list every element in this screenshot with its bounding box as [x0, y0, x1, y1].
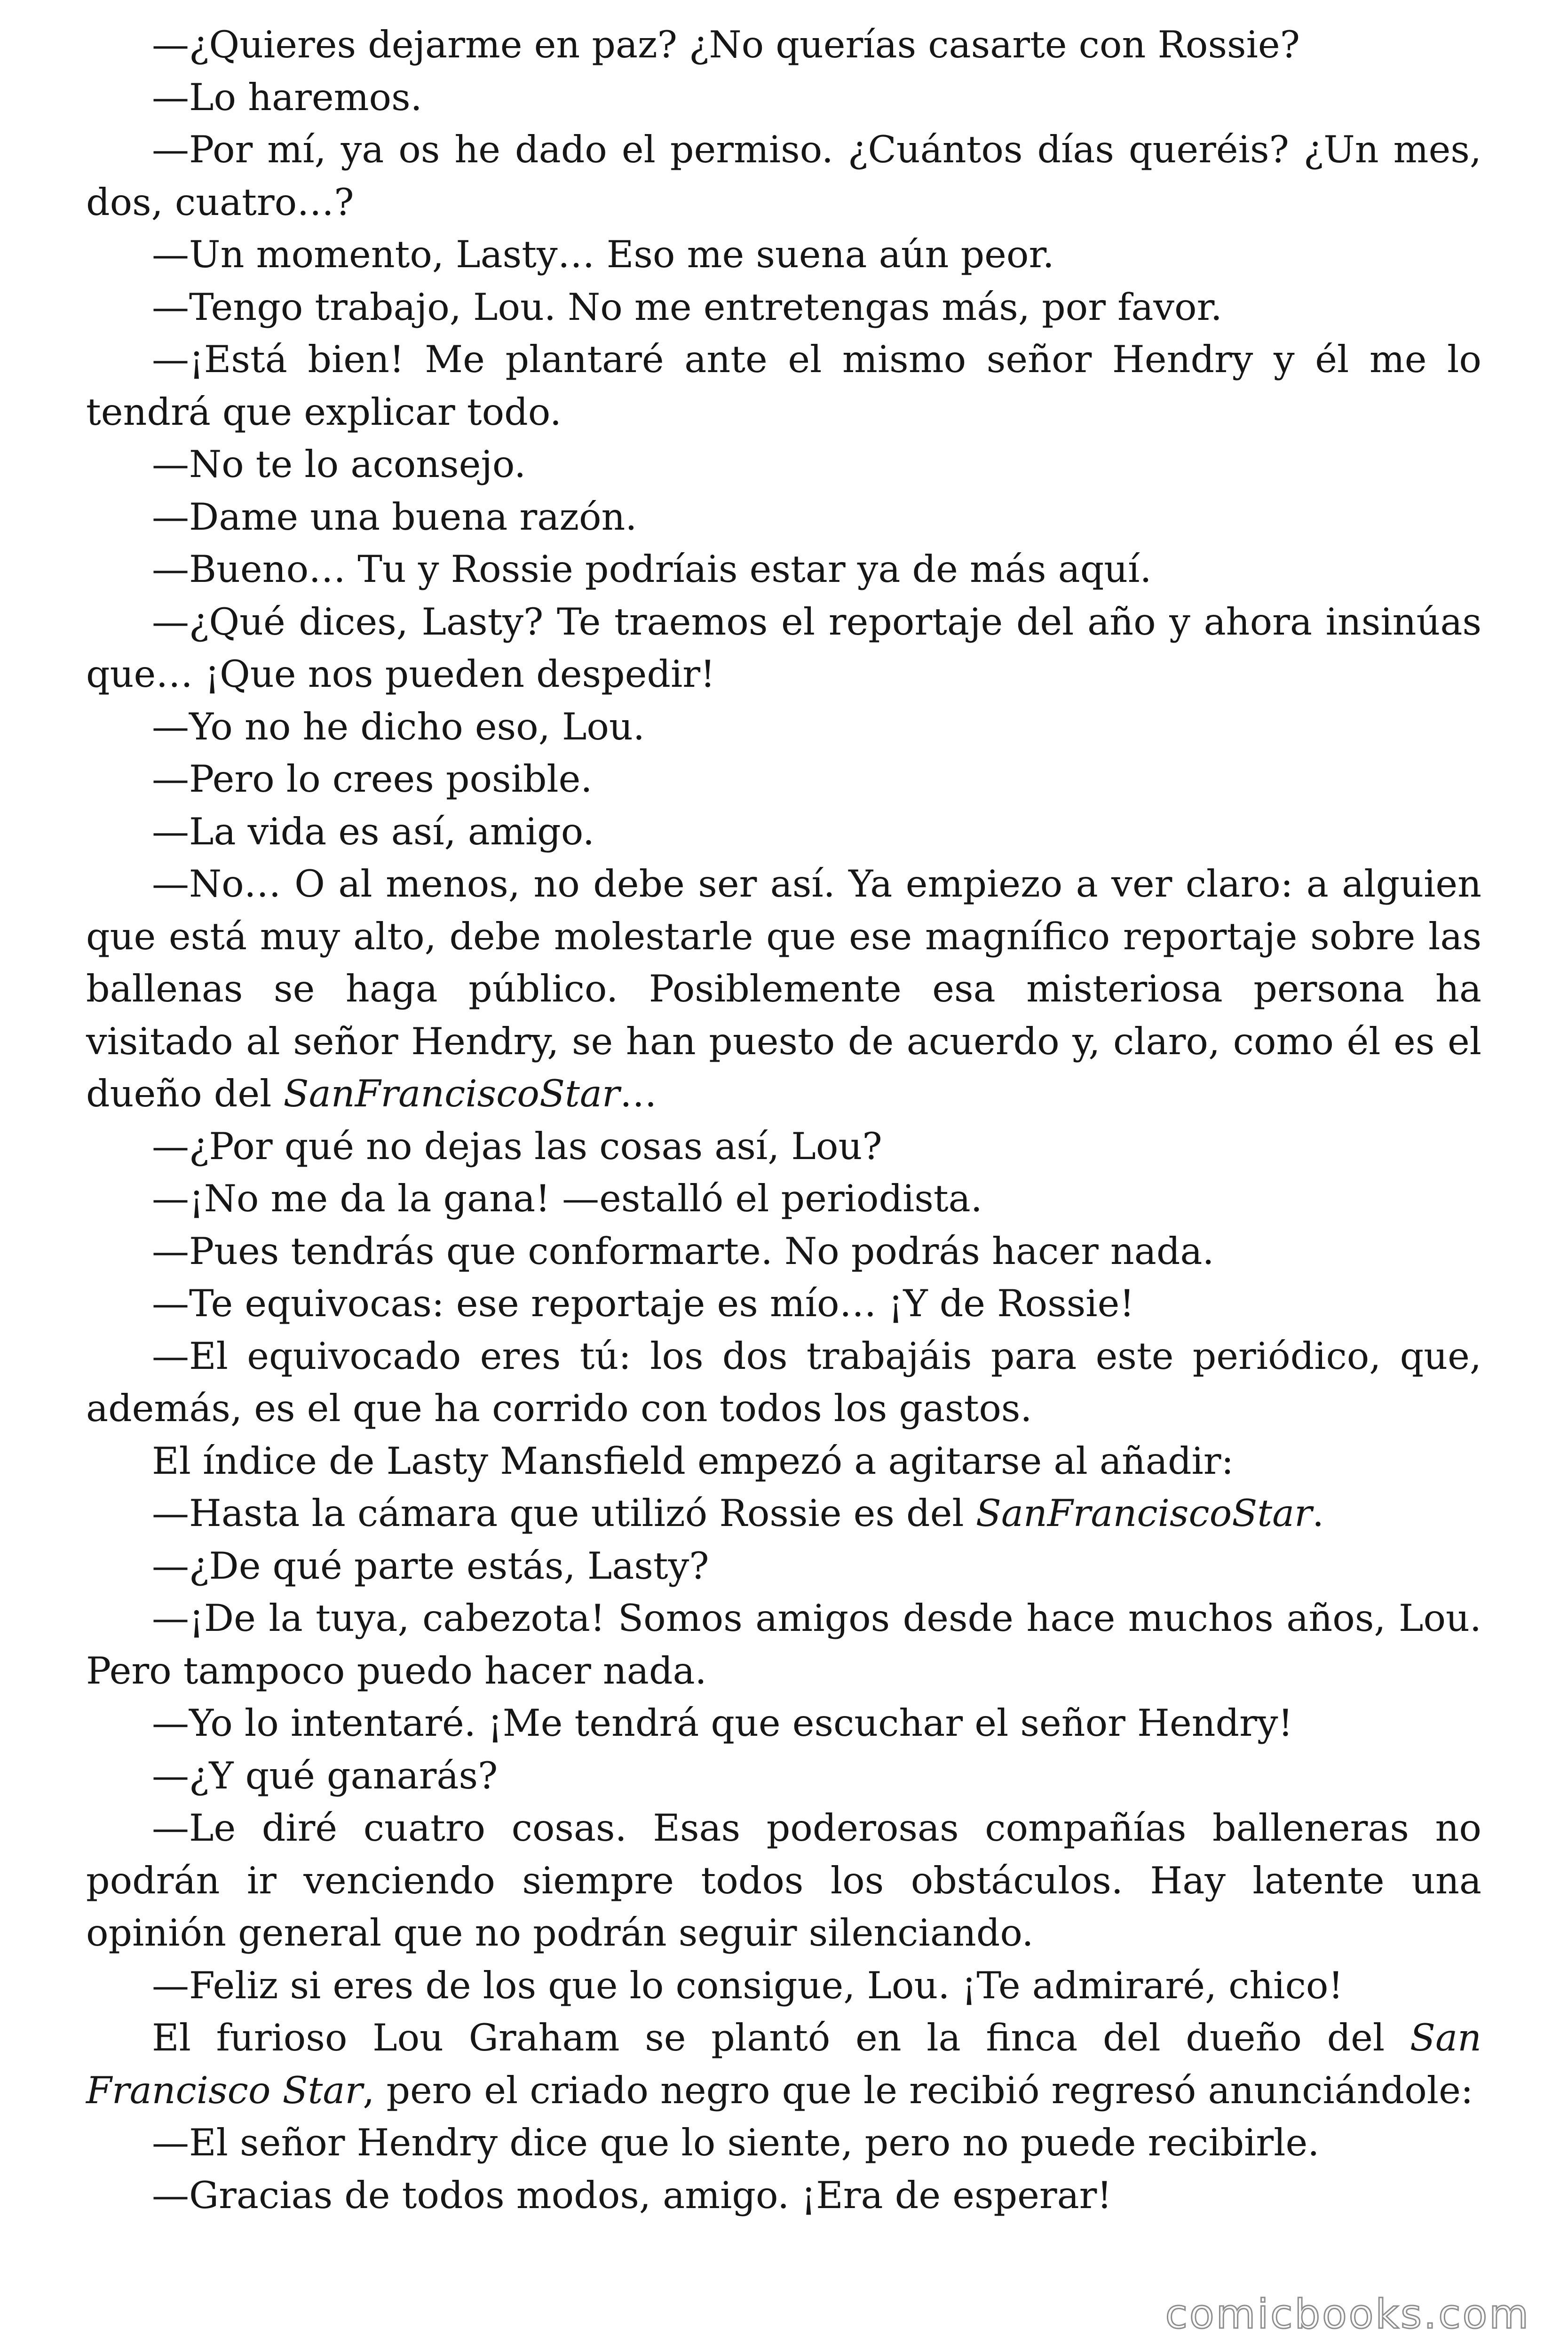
- text-body: [86, 19, 1481, 2222]
- paragraph: [86, 19, 1481, 72]
- paragraph: [86, 1435, 1481, 1488]
- paragraph-text: —Bueno… Tu y Rossie podríais estar ya de más aquí.: [152, 548, 1152, 591]
- paragraph: [86, 2117, 1481, 2169]
- italic-title-text: SanFranciscoStar: [283, 1072, 620, 1115]
- paragraph: [86, 1750, 1481, 1803]
- paragraph-text: —¡Está bien! Me plantaré ante el mismo señor Hendry y él me lo tendrá que explicar todo.: [86, 338, 1481, 434]
- paragraph-text: , pero el criado negro que le recibió regresó anunciándole:: [363, 2068, 1473, 2112]
- paragraph-text: —¿Por qué no dejas las cosas así, Lou?: [152, 1124, 882, 1168]
- paragraph-text: —¡De la tuya, cabezota! Somos amigos desde hace muchos años, Lou. Pero tampoco puedo hacer nada.: [86, 1597, 1481, 1692]
- paragraph: [86, 1592, 1481, 1697]
- paragraph-text: —Pues tendrás que conformarte. No podrás hacer nada.: [152, 1229, 1214, 1273]
- paragraph: [86, 596, 1481, 701]
- paragraph: [86, 1960, 1481, 2012]
- paragraph: [86, 2012, 1481, 2117]
- paragraph: [86, 543, 1481, 596]
- watermark-logo: comicbooks.com: [1165, 2291, 1530, 2338]
- paragraph: [86, 1120, 1481, 1173]
- paragraph: [86, 2169, 1481, 2222]
- paragraph-text: —No te lo aconsejo.: [152, 443, 526, 486]
- paragraph-text: —¿Y qué ganarás?: [152, 1754, 498, 1797]
- paragraph-text: —Gracias de todos modos, amigo. ¡Era de esperar!: [152, 2173, 1112, 2217]
- paragraph-text: .: [1312, 1492, 1324, 1535]
- paragraph: [86, 858, 1481, 1120]
- paragraph-text: —Dame una buena razón.: [152, 495, 637, 539]
- paragraph: [86, 124, 1481, 229]
- paragraph: [86, 753, 1481, 806]
- paragraph-text: —No… O al menos, no debe ser así. Ya empiezo a ver claro: a alguien que está muy alto, debe molestarle que ese magnífico reportaje sobre las ballenas se haga público. Posiblemente esa misteriosa persona ha visitado al señor Hendry, se han puesto de acuerdo y, claro, como él es el dueño del: [86, 862, 1481, 1115]
- paragraph-text: —¿Qué dices, Lasty? Te traemos el reportaje del año y ahora insinúas que… ¡Que nos pueden despedir!: [86, 600, 1481, 696]
- paragraph: [86, 1540, 1481, 1593]
- paragraph: [86, 438, 1481, 491]
- paragraph: [86, 701, 1481, 754]
- paragraph-text: —Feliz si eres de los que lo consigue, Lou. ¡Te admiraré, chico!: [152, 1963, 1344, 2007]
- paragraph: [86, 229, 1481, 281]
- paragraph: [86, 1802, 1481, 1960]
- paragraph-text: —Te equivocas: ese reportaje es mío… ¡Y de Rossie!: [152, 1282, 1135, 1325]
- paragraph-text: —¡No me da la gana! —estalló el periodista.: [152, 1177, 982, 1220]
- paragraph: [86, 1173, 1481, 1225]
- paragraph: [86, 281, 1481, 334]
- paragraph-text: El índice de Lasty Mansfield empezó a agitarse al añadir:: [152, 1439, 1234, 1483]
- paragraph: [86, 806, 1481, 858]
- paragraph: [86, 1487, 1481, 1540]
- paragraph-text: —Tengo trabajo, Lou. No me entretengas más, por favor.: [152, 285, 1222, 329]
- paragraph: [86, 1697, 1481, 1750]
- paragraph: [86, 334, 1481, 438]
- paragraph-text: —La vida es así, amigo.: [152, 810, 595, 853]
- paragraph-text: —Le diré cuatro cosas. Esas poderosas compañías balleneras no podrán ir venciendo siempre todos los obstáculos. Hay latente una opinión general que no podrán seguir silenciando.: [86, 1806, 1481, 1955]
- paragraph-text: —Un momento, Lasty… Eso me suena aún peor.: [152, 233, 1054, 276]
- book-page: [86, 19, 1481, 2222]
- paragraph: [86, 1330, 1481, 1435]
- paragraph: [86, 1225, 1481, 1278]
- paragraph-text: —¿Quieres dejarme en paz? ¿No querías casarte con Rossie?: [152, 23, 1300, 66]
- paragraph: [86, 491, 1481, 544]
- paragraph-text: —Yo no he dicho eso, Lou.: [152, 705, 645, 748]
- paragraph: [86, 72, 1481, 124]
- paragraph-text: —Lo haremos.: [152, 75, 422, 119]
- paragraph-text: —El señor Hendry dice que lo siente, pero no puede recibirle.: [152, 2121, 1320, 2164]
- paragraph-text: —Pero lo crees posible.: [152, 757, 593, 801]
- italic-title-text: SanFranciscoStar: [975, 1492, 1312, 1535]
- paragraph-text: —El equivocado eres tú: los dos trabajáis para este periódico, que, además, es el que ha corrido con todos los gastos.: [86, 1334, 1481, 1430]
- paragraph-text: El furioso Lou Graham se plantó en la finca del dueño del: [152, 2016, 1410, 2059]
- paragraph-text: …: [619, 1072, 657, 1115]
- paragraph-text: —Yo lo intentaré. ¡Me tendrá que escuchar el señor Hendry!: [152, 1701, 1293, 1745]
- paragraph-text: —¿De qué parte estás, Lasty?: [152, 1544, 709, 1588]
- paragraph-text: —Hasta la cámara que utilizó Rossie es del: [152, 1492, 976, 1535]
- italic-title-text: San Francisco Star: [86, 2016, 1481, 2112]
- paragraph-text: —Por mí, ya os he dado el permiso. ¿Cuántos días queréis? ¿Un mes, dos, cuatro…?: [86, 128, 1481, 224]
- paragraph: [86, 1278, 1481, 1330]
